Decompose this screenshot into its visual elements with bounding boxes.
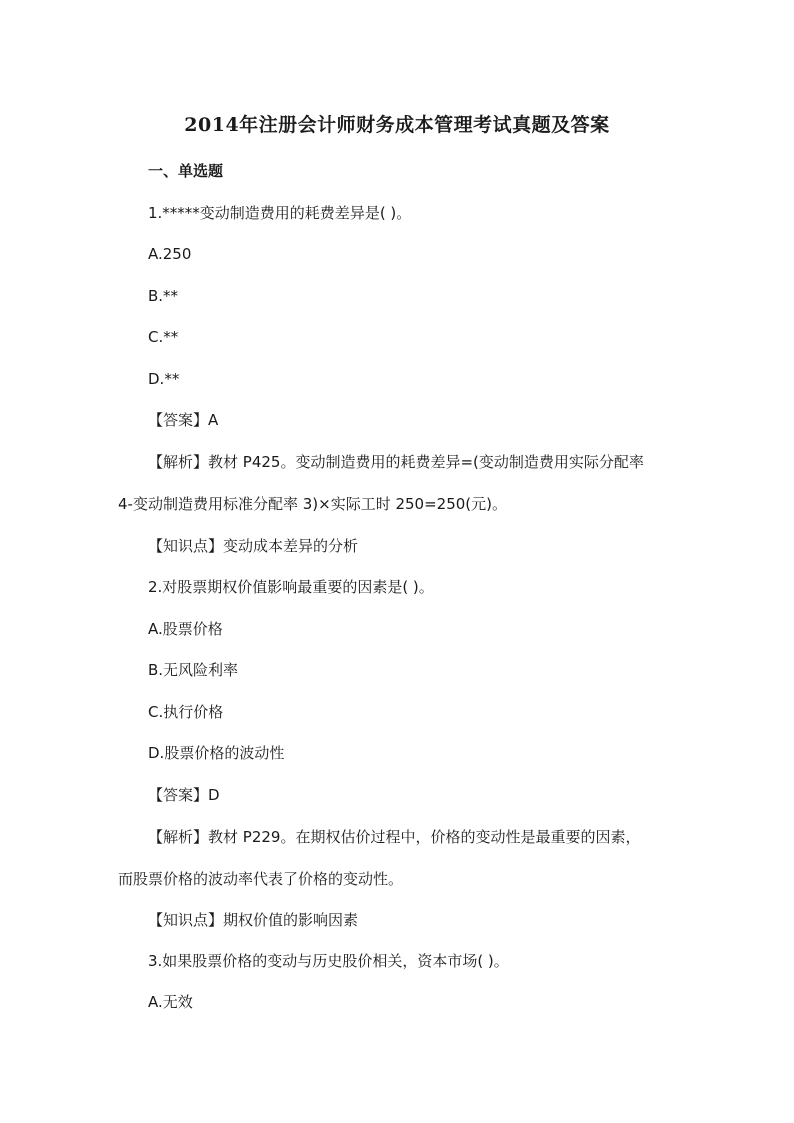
- question-1-answer: 【答案】A: [148, 411, 219, 429]
- document-title: 2014年注册会计师财务成本管理考试真题及答案: [184, 114, 610, 136]
- question-1-analysis-line-2: 4-变动制造费用标准分配率 3)×实际工时 250=250(元)。: [118, 495, 507, 513]
- question-3-text: 3.如果股票价格的变动与历史股价相关，资本市场( )。: [148, 952, 509, 970]
- question-2-analysis-line-2: 而股票价格的波动率代表了价格的变动性。: [118, 870, 404, 888]
- question-3-option-a: A.无效: [148, 993, 193, 1011]
- question-1-option-a: A.250: [148, 245, 192, 263]
- question-1-analysis-line-1: 【解析】教材 P425。变动制造费用的耗费差异=(变动制造费用实际分配率: [148, 453, 644, 471]
- question-2-option-b: B.无风险利率: [148, 661, 239, 679]
- question-2-option-d: D.股票价格的波动性: [148, 744, 285, 762]
- question-1-knowledge-point: 【知识点】变动成本差异的分析: [148, 537, 359, 555]
- question-1-text: 1.*****变动制造费用的耗费差异是( )。: [148, 204, 412, 222]
- question-1-option-b: B.**: [148, 287, 179, 305]
- question-2-option-a: A.股票价格: [148, 620, 223, 638]
- question-2-text: 2.对股票期权价值影响最重要的因素是( )。: [148, 578, 434, 596]
- question-1-option-c: C.**: [148, 328, 179, 346]
- question-2-option-c: C.执行价格: [148, 703, 224, 721]
- question-2-answer: 【答案】D: [148, 786, 220, 804]
- section-heading: 一、单选题: [148, 162, 224, 180]
- question-2-knowledge-point: 【知识点】期权价值的影响因素: [148, 911, 359, 929]
- question-1-option-d: D.**: [148, 370, 180, 388]
- question-2-analysis-line-1: 【解析】教材 P229。在期权估价过程中，价格的变动性是最重要的因素，: [148, 828, 641, 846]
